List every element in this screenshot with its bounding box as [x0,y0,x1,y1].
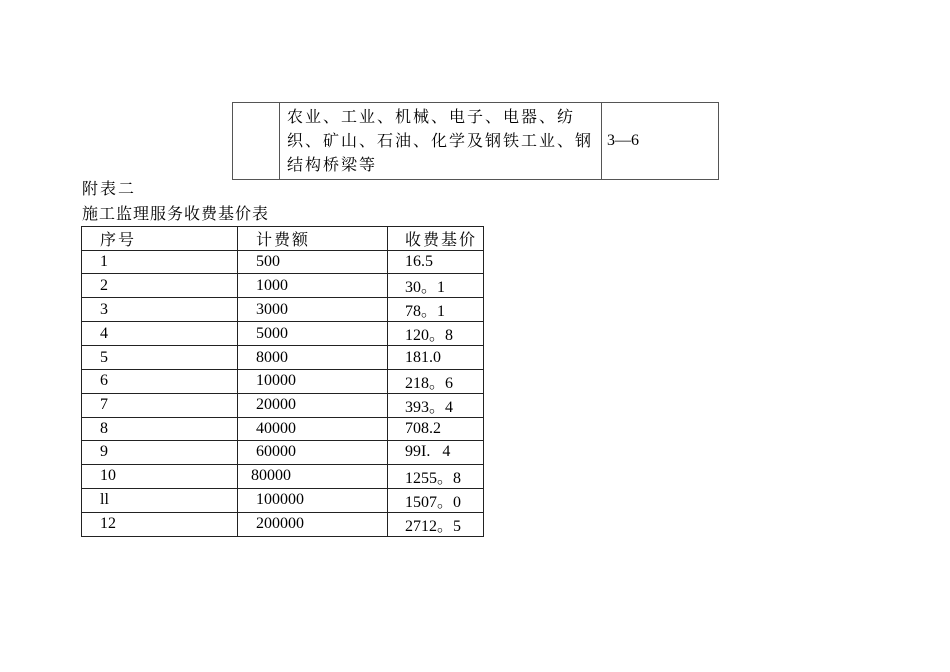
table-row [82,322,484,346]
empty-cell [233,103,280,180]
range-cell: 3—6 [602,103,719,180]
table-row [82,251,484,274]
row-serial-cell: 9 [82,441,238,464]
row-serial-cell: 7 [82,393,238,417]
table-row [82,512,484,536]
appendix-label: 附表二 [82,179,137,198]
row-base-price-cell: 181.0 [388,346,484,369]
industry-description-cell: 农业、工业、机械、电子、电器、纺织、矿山、石油、化学及钢铁工业、钢结构桥梁等 [280,103,602,180]
row-serial-cell: 4 [82,322,238,346]
row-fee-amount-cell: 80000 [238,464,388,488]
row-serial-cell: 10 [82,464,238,488]
row-fee-amount-cell: 60000 [238,441,388,464]
row-base-price-cell: 99I. 4 [388,441,484,464]
row-base-price-cell: 218。6 [388,369,484,393]
row-serial-cell: 1 [82,251,238,274]
table-row [82,369,484,393]
table-row [82,441,484,464]
row-base-price-cell: 708.2 [388,417,484,440]
row-fee-amount-cell: 10000 [238,369,388,393]
table-title: 施工监理服务收费基价表 [82,204,270,223]
row-base-price-cell: 120。8 [388,322,484,346]
row-fee-amount-cell: 100000 [238,488,388,512]
row-fee-amount-cell: 40000 [238,417,388,440]
table-row [82,274,484,298]
row-base-price-cell: 78。1 [388,298,484,322]
row-serial-cell: ll [82,488,238,512]
table-row [82,298,484,322]
table-row [82,393,484,417]
row-base-price-cell: 30。1 [388,274,484,298]
row-base-price-cell: 1255。8 [388,464,484,488]
fee-base-price-table [81,226,484,537]
row-base-price-cell: 2712。5 [388,512,484,536]
row-base-price-cell: 1507。0 [388,488,484,512]
table-row [82,488,484,512]
row-serial-cell: 2 [82,274,238,298]
row-fee-amount-cell: 5000 [238,322,388,346]
row-fee-amount-cell: 200000 [238,512,388,536]
row-serial-cell: 6 [82,369,238,393]
row-fee-amount-cell: 8000 [238,346,388,369]
row-fee-amount-cell: 500 [238,251,388,274]
row-fee-amount-cell: 3000 [238,298,388,322]
table-header-row [82,227,484,251]
table-row [82,417,484,440]
header-base-price: 收费基价 [388,227,484,251]
row-serial-cell: 3 [82,298,238,322]
table-row [82,464,484,488]
row-fee-amount-cell: 20000 [238,393,388,417]
row-serial-cell: 8 [82,417,238,440]
row-serial-cell: 12 [82,512,238,536]
table-row [233,103,719,180]
table-row [82,346,484,369]
header-serial-number: 序号 [82,227,238,251]
row-serial-cell: 5 [82,346,238,369]
row-base-price-cell: 16.5 [388,251,484,274]
row-fee-amount-cell: 1000 [238,274,388,298]
previous-table-continuation [232,102,719,180]
row-base-price-cell: 393。4 [388,393,484,417]
header-fee-amount: 计费额 [238,227,388,251]
